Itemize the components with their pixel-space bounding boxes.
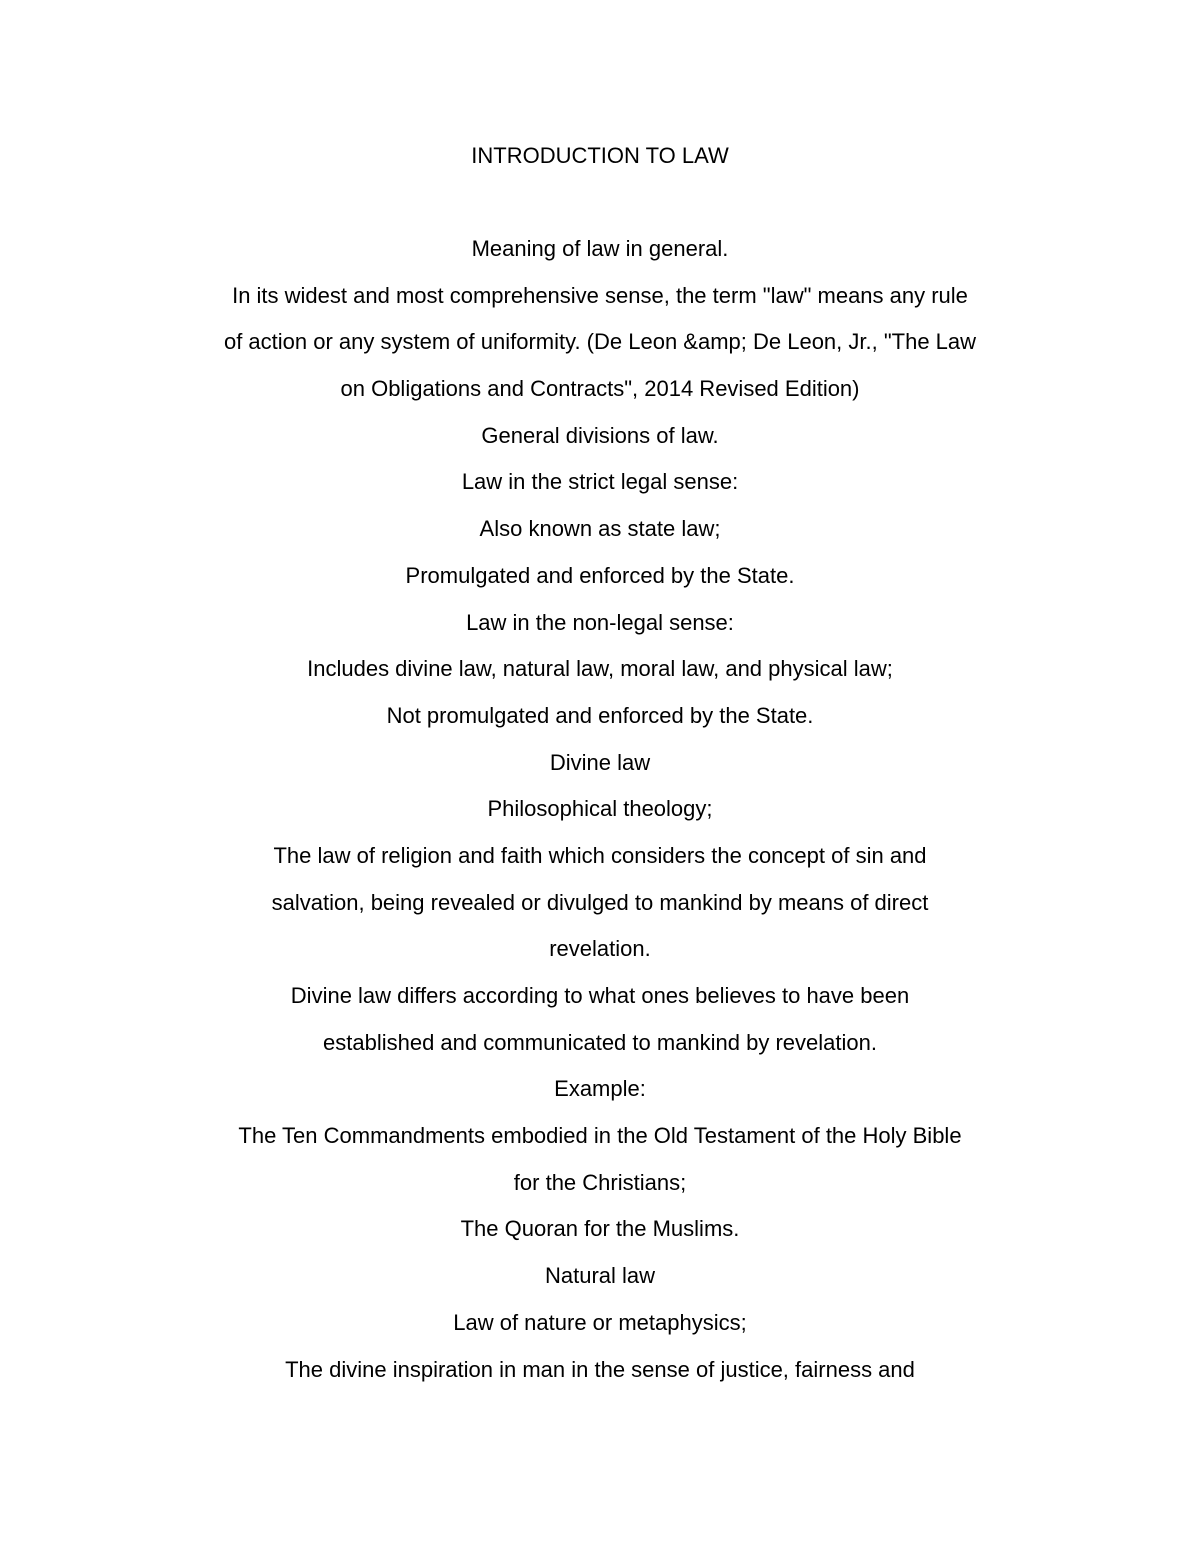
text-line: Divine law xyxy=(549,749,651,775)
text-line: for the Christians; xyxy=(513,1169,687,1195)
text-line: salvation, being revealed or divulged to mankind by means of direct xyxy=(271,889,929,915)
text-line: established and communicated to mankind by revelation. xyxy=(323,1029,877,1055)
text-line: The Quoran for the Muslims. xyxy=(460,1216,740,1242)
text-line: Includes divine law, natural law, moral law, and physical law; xyxy=(307,656,893,682)
text-line: Example: xyxy=(554,1076,646,1102)
document-body xyxy=(0,233,1200,1400)
text-line: Law in the non-legal sense: xyxy=(466,609,734,635)
text-line: Law of nature or metaphysics; xyxy=(453,1309,747,1335)
text-line: The divine inspiration in man in the sense of justice, fairness and xyxy=(285,1356,915,1382)
text-line: Divine law differs according to what ones believes to have been xyxy=(290,983,910,1008)
text-line: General divisions of law. xyxy=(481,422,719,448)
text-line: In its widest and most comprehensive sense, the term "law" means any rule xyxy=(232,282,968,308)
text-line: revelation. xyxy=(549,936,651,962)
text-line: Law in the strict legal sense: xyxy=(461,469,739,495)
text-line: Philosophical theology; xyxy=(487,796,713,822)
text-line: Natural law xyxy=(544,1263,656,1289)
text-line: of action or any system of uniformity. (De Leon &amp; De Leon, Jr., "The Law xyxy=(223,329,977,355)
text-line: Promulgated and enforced by the State. xyxy=(405,562,795,588)
text-line: The law of religion and faith which considers the concept of sin and xyxy=(273,842,927,868)
text-line: on Obligations and Contracts", 2014 Revised Edition) xyxy=(340,376,860,402)
text-line: Also known as state law; xyxy=(479,516,721,542)
text-line: Not promulgated and enforced by the State. xyxy=(386,702,814,728)
text-line: Meaning of law in general. xyxy=(471,236,729,261)
text-line: The Ten Commandments embodied in the Old Testament of the Holy Bible xyxy=(238,1123,962,1149)
document-title: INTRODUCTION TO LAW xyxy=(471,143,729,168)
